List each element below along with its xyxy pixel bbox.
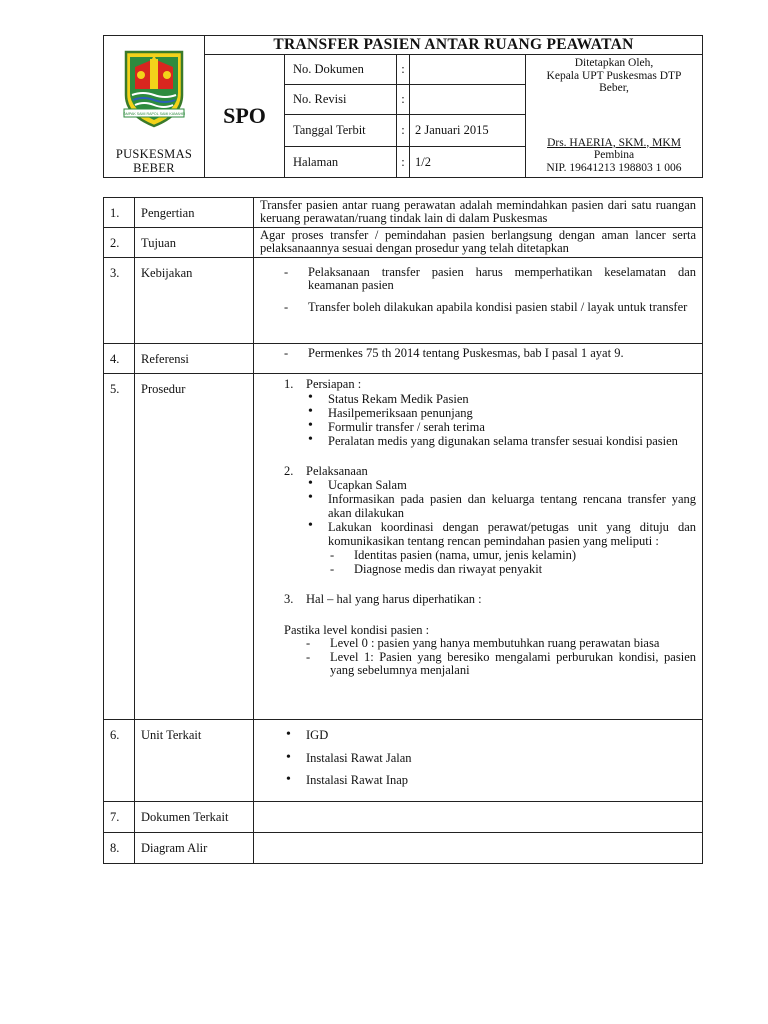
- signature-space: [526, 95, 702, 137]
- field-value-doc-number: [410, 55, 526, 85]
- units-list: [284, 729, 696, 787]
- list-item: - Transfer boleh dilakukan apabila kondisi pasien stabil / layak untuk transfer: [284, 301, 696, 314]
- spo-label: SPO: [205, 55, 285, 178]
- list-item: - Level 1: Pasien yang beresiko mengalami perburukan kondisi, pasien yang sebelumnya menjalani: [306, 651, 696, 678]
- section-row-flow-diagram: [104, 833, 703, 864]
- section-row-related-units: [104, 720, 703, 802]
- level-title: Pastika level kondisi pasien :: [284, 622, 430, 637]
- procedure-step-notes: [284, 592, 696, 607]
- field-colon: :: [397, 147, 410, 178]
- procedure-table: [103, 197, 703, 864]
- approval-line2: Kepala UPT Puskesmas DTP: [546, 69, 682, 82]
- section-title: Pengertian: [135, 198, 254, 228]
- list-item: • Informasikan pada pasien dan keluarga tentang rencana transfer yang akan dilakukan: [306, 492, 696, 520]
- level-list: [284, 637, 696, 678]
- field-value-issue-date: 2 Januari 2015: [410, 115, 526, 147]
- section-row-reference: [104, 344, 703, 374]
- regency-logo: [104, 49, 204, 133]
- field-value-revision: [410, 85, 526, 115]
- section-number: 2.: [104, 228, 135, 258]
- section-number: 7.: [104, 802, 135, 833]
- list-item: • Instalasi Rawat Inap: [284, 774, 696, 787]
- procedure-step-exec: [284, 464, 696, 577]
- sub-list-item: - Diagnose medis dan riwayat penyakit: [330, 562, 696, 576]
- field-label-revision: No. Revisi: [285, 85, 397, 115]
- list-item: • IGD: [284, 729, 696, 742]
- list-item: • Instalasi Rawat Jalan: [284, 752, 696, 765]
- list-item: • Peralatan medis yang digunakan selama transfer sesuai kondisi pasien: [306, 434, 696, 448]
- logo-cell: [104, 36, 205, 178]
- section-row-policy: [104, 258, 703, 344]
- approval-line1: Ditetapkan Oleh,: [574, 57, 654, 69]
- list-item: - Permenkes 75 th 2014 tentang Puskesmas, bab I pasal 1 ayat 9.: [284, 347, 696, 360]
- field-label-page: Halaman: [285, 147, 397, 178]
- section-number: 4.: [104, 344, 135, 374]
- document-title: TRANSFER PASIEN ANTAR RUANG PEAWATAN: [205, 36, 703, 55]
- logo-motto: RAMPAK SAMI RAPOL SAMI KAMAHER: [123, 112, 185, 116]
- section-title: Unit Terkait: [135, 720, 254, 802]
- section-row-related-docs: [104, 802, 703, 833]
- section-title: Dokumen Terkait: [135, 802, 254, 833]
- approval-block: [526, 55, 703, 178]
- list-item: • Status Rekam Medik Pasien: [306, 392, 696, 406]
- purpose-text: Agar proses transfer / pemindahan pasien berlangsung dengan aman lancer serta pelaksanaannya sesuai dengan prosedur yang telah ditetapkan: [254, 228, 703, 258]
- step-number: 1.: [284, 377, 294, 391]
- section-number: 3.: [104, 258, 135, 344]
- approver-rank: Pembina: [593, 149, 635, 161]
- list-item: • Lakukan koordinasi dengan perawat/petugas unit yang dituju dan komunikasikan tentang rencan pemindahan pasien yang meliputi :: [306, 520, 696, 548]
- list-item: • Formulir transfer / serah terima: [306, 420, 696, 434]
- section-title: Diagram Alir: [135, 833, 254, 864]
- section-title: Referensi: [135, 344, 254, 374]
- field-label-issue-date: Tanggal Terbit: [285, 115, 397, 147]
- procedure-step-prep: [284, 377, 696, 448]
- definition-text: Transfer pasien antar ruang perawatan adalah memindahkan pasien dari satu ruangan keruang perawatan/ruang tindak lain di dalam Puskesmas: [254, 198, 703, 228]
- list-item: - Level 0 : pasien yang hanya membutuhkan ruang perawatan biasa: [306, 637, 696, 651]
- step-number: 3.: [284, 592, 294, 606]
- field-colon: :: [397, 115, 410, 147]
- section-row-procedure: [104, 374, 703, 720]
- section-title: Tujuan: [135, 228, 254, 258]
- step-number: 2.: [284, 463, 294, 478]
- step-title: Pelaksanaan: [306, 463, 368, 478]
- section-row-purpose: [104, 228, 703, 258]
- section-content-empty: [254, 802, 703, 833]
- policy-list: [260, 266, 696, 314]
- approver-nip: NIP. 19641213 198803 1 006: [546, 161, 682, 174]
- org-name-line1: PUSKESMAS: [115, 147, 193, 161]
- section-number: 6.: [104, 720, 135, 802]
- field-colon: :: [397, 85, 410, 115]
- reference-list: [260, 347, 696, 360]
- step-title: Persiapan :: [306, 377, 362, 391]
- field-colon: :: [397, 55, 410, 85]
- field-label-doc-number: No. Dokumen: [285, 55, 397, 85]
- list-item: • Ucapkan Salam: [306, 478, 696, 492]
- section-content-empty: [254, 833, 703, 864]
- sub-list-item: - Identitas pasien (nama, umur, jenis kelamin): [330, 548, 696, 562]
- field-value-page: 1/2: [410, 147, 526, 178]
- section-number: 1.: [104, 198, 135, 228]
- org-name-line2: BEBER: [133, 161, 175, 175]
- list-item: • Hasilpemeriksaan penunjang: [306, 406, 696, 420]
- section-number: 5.: [104, 374, 135, 720]
- section-title: Kebijakan: [135, 258, 254, 344]
- section-row-definition: [104, 198, 703, 228]
- section-number: 8.: [104, 833, 135, 864]
- step-title: Hal – hal yang harus diperhatikan :: [306, 592, 482, 606]
- approval-line3: Beber,: [599, 82, 629, 94]
- section-title: Prosedur: [135, 374, 254, 720]
- list-item: - Pelaksanaan transfer pasien harus memperhatikan keselamatan dan keamanan pasien: [284, 266, 696, 291]
- document-header: [103, 35, 703, 178]
- approver-name: Drs. HAERIA, SKM., MKM: [547, 136, 681, 149]
